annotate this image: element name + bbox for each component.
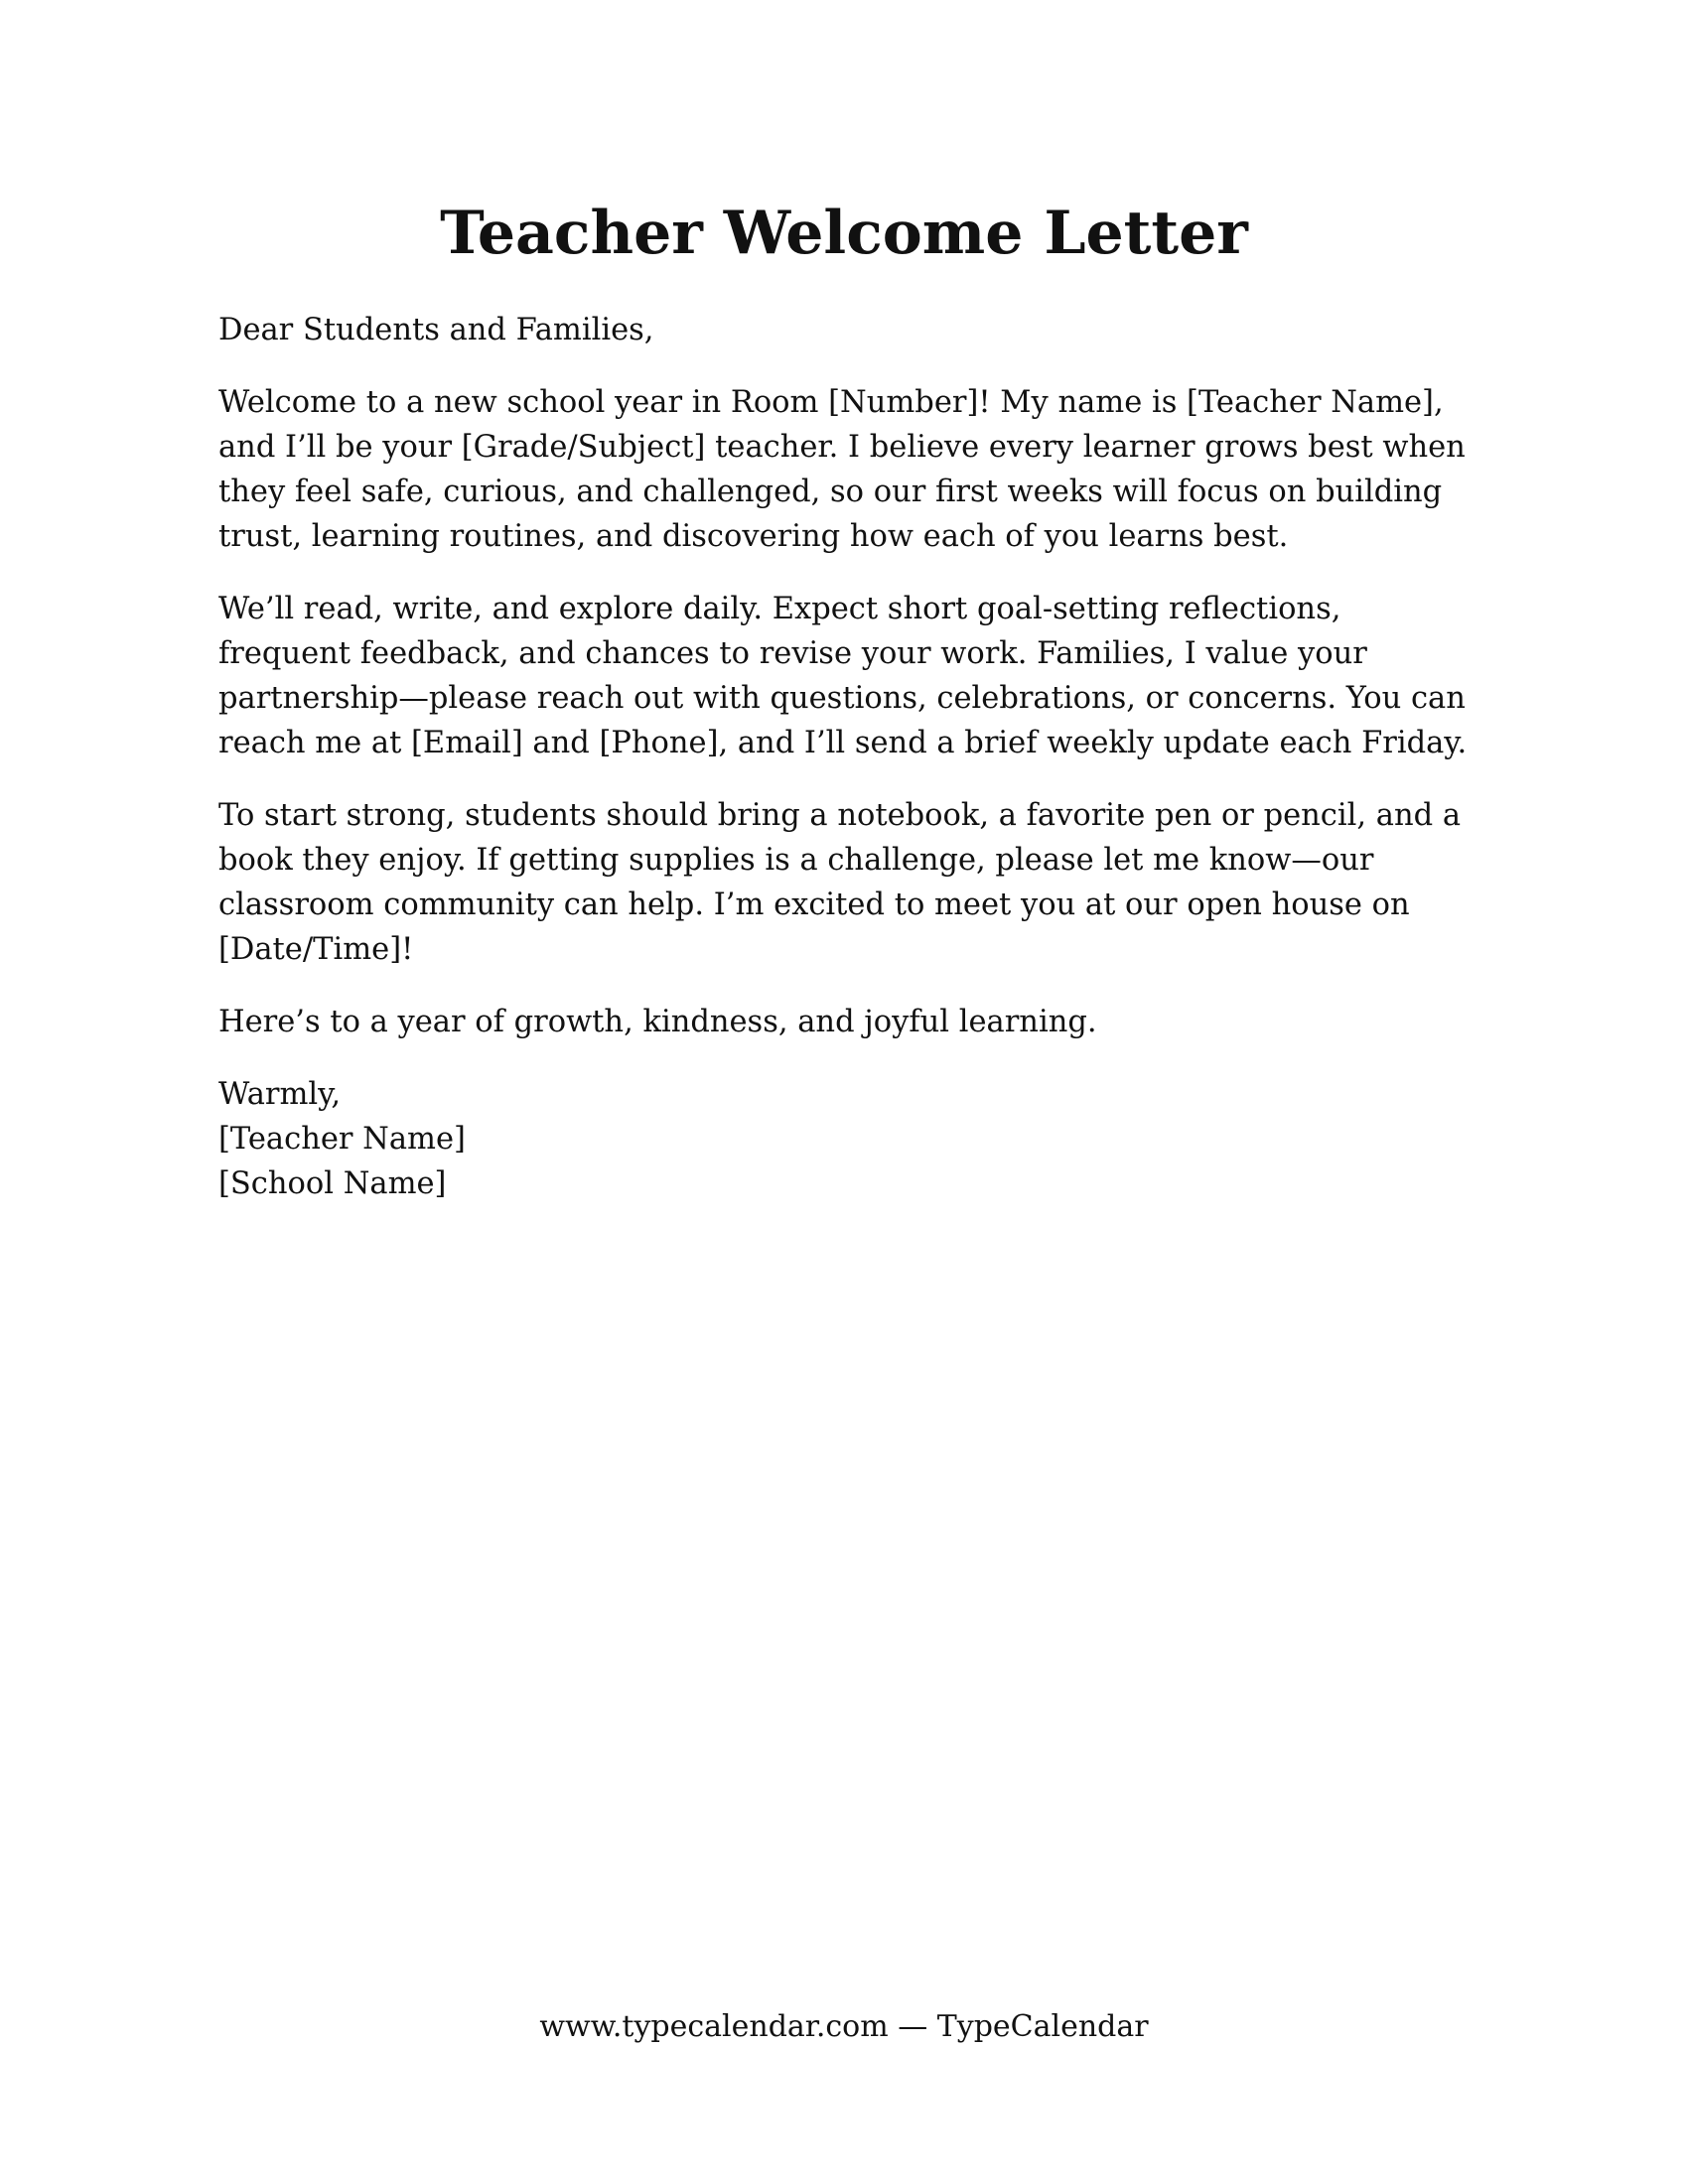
- closing-line: Warmly,: [218, 1077, 342, 1112]
- paragraph-welcome: Welcome to a new school year in Room [Number]! My name is [Teacher Name], and I’ll be your [Grade/Subject] teacher. I believe every learner grows best when they feel safe, curious, and challenged, so our first weeks will focus on building trust, learning routines, and discovering how each of you learns best.: [218, 385, 1466, 554]
- paragraph-classroom: We’ll read, write, and explore daily. Expect short goal-setting reflections, frequent feedback, and chances to revise your work. Families, I value your partnership—please reach out with questions, celebrations, or concerns. You can reach me at [Email] and [Phone], and I’ll send a brief weekly update each Friday.: [218, 592, 1468, 760]
- signoff-block: [218, 1072, 1479, 1206]
- document-title: Teacher Welcome Letter: [440, 199, 1248, 268]
- signature-name: [Teacher Name]: [218, 1122, 466, 1157]
- paragraph-closing-wish: Here’s to a year of growth, kindness, and joyful learning.: [218, 1005, 1097, 1039]
- letter-body: [218, 308, 1479, 1206]
- salutation: Dear Students and Families,: [218, 313, 654, 347]
- signature-school: [School Name]: [218, 1166, 447, 1201]
- footer-credit: www.typecalendar.com — TypeCalendar: [539, 2009, 1149, 2044]
- paragraph-supplies: To start strong, students should bring a notebook, a favorite pen or pencil, and a book they enjoy. If getting supplies is a challenge, please let me know—our classroom community can help. I’m excited to meet you at our open house on [Date/Time]!: [218, 798, 1462, 967]
